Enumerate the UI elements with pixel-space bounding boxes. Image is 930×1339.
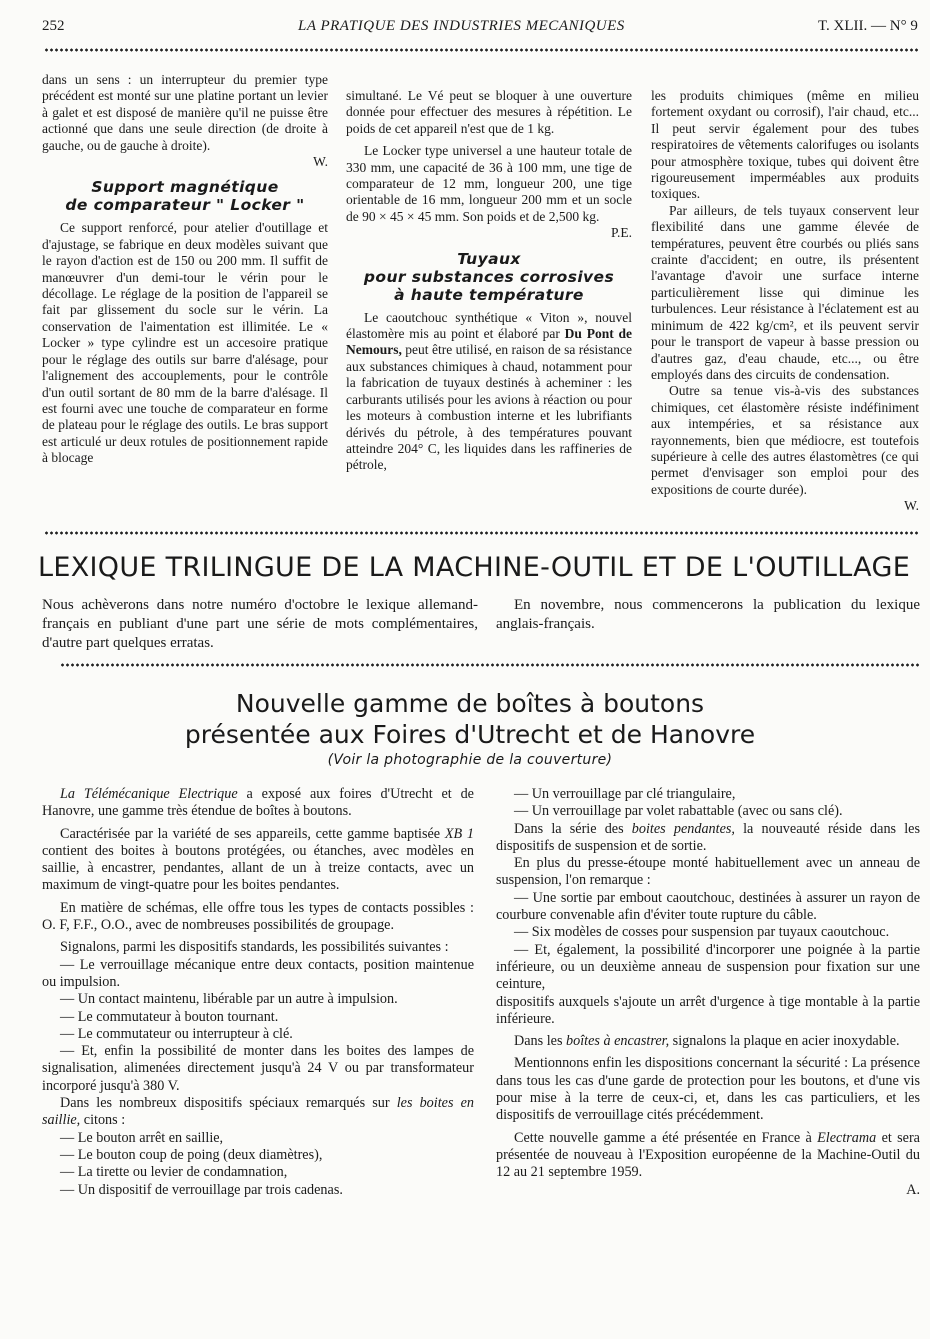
text-run: Dans les — [514, 1033, 567, 1050]
article-right-column — [496, 786, 920, 1199]
lexique-title: LEXIQUE TRILINGUE DE LA MACHINE-OUTIL ET DE L'OUTILLAGE — [38, 552, 911, 583]
page-number: 252 — [42, 18, 65, 34]
list-item: — Le bouton arrêt en saillie, — [60, 1129, 224, 1146]
text-run: peut être utilisé, en raison de sa résistance aux substances chimiques à chaud, notamment pour la fabrication de tuyaux destinés à acheminer : les carburants utilisés pour les avions à réaction ou pour les moteurs à combustion interne et les lubrifiants dérivés du pétrole, à des températures pouvant atteindre 204° C, les liquides dans les raffineries de pétrole, — [346, 342, 632, 473]
model-name: XB 1 — [444, 825, 474, 842]
heading-line: Support magnétique — [91, 178, 279, 197]
list-item: — Un contact maintenu, libérable par un autre à impulsion. — [60, 991, 398, 1008]
text-run: la nouveauté réside dans les dispositifs de suspension et de sortie. — [496, 820, 920, 854]
paragraph: Mentionnons enfin les dispositions concernant la sécurité : La présence dans tous les cas d'une garde de protection pour les boutons, et d'une vis pour mise à la terre de ceux-ci, et, dans les cas particuliers, et les dispositifs de verrouillage cités précédemment. — [496, 1055, 920, 1124]
paragraph: En matière de schémas, elle offre tous les types de contacts possibles : O. F, F.F., O.O., avec de nombreuses possibilités de groupage. — [42, 899, 474, 934]
signature: A. — [906, 1181, 920, 1198]
paragraph: les produits chimiques (même en milieu fortement oxydant ou corrosif), l'air chaud, etc... Il peut servir également pour des tubes respiratoires de vêtements calorifuges ou isolants pour atmosphère toxique, tubes qui doivent être rigoureusement imperméables aux produits toxiques. — [651, 88, 919, 202]
list-item: — Le bouton coup de poing (deux diamètres), — [60, 1146, 323, 1163]
title-line: Nouvelle gamme de boîtes à boutons — [235, 689, 705, 718]
text-run: Dans la série des — [514, 820, 632, 837]
italic-term: les boites en saillie, — [42, 1095, 474, 1129]
paragraph: simultané. Le Vé peut se bloquer à une ouverture donnée pour effectuer des mesures à répétition. Le poids de cet appareil n'est que de 1 kg. — [346, 88, 632, 136]
signature: P.E. — [610, 225, 632, 241]
paragraph: Ce support renforcé, pour atelier d'outillage et d'ajustage, se fabrique en deux modèles suivant que le rayon d'action est de 150 ou 200 mm. Il suffit de manœuvrer d'un demi-tour le vérin pour le décollage. Le réglage de la position de l'appareil se fait par glissement du socle sur le vérin. La conservation de l'aimentation est illimitée. Le « Locker » type cylindre est un accesoire pratique pour le réglage des outils sur barre d'alésage, pour l'alignement des accouplements, pour le contrôle d'un outil sortant de 80 mm de la barre d'alésage. Il est fourni avec une touche de comparateur en forme de plateau pour le réglage des outils. Le bras support est articulé ur deux rotules de positionnement rapide à blocage — [42, 220, 328, 466]
company-name: Du Pont de Nemours, — [346, 326, 632, 358]
article-title — [100, 688, 840, 750]
text-run: Caractérisée par la variété de ses appareils, cette gamme baptisée — [60, 825, 445, 842]
section-heading-locker — [42, 178, 328, 214]
heading-line: pour substances corrosives — [363, 267, 615, 286]
list-item: — Le commutateur à bouton tournant. — [60, 1008, 279, 1025]
text-run: et sera présentée de nouveau à l'Exposition européenne de la Machine-Outil du 12 au 21 septembre 1959. — [496, 1129, 920, 1181]
paragraph: Par ailleurs, de tels tuyaux conservent leur flexibilité dans une gamme élevée de températures, peuvent être courbés ou pliés sans crainte d'accident; en outre, ils présentent l'avantage d'avoir une surface interne particulièrement lisse qui diminue les turbulences. Leur résistance à l'éclatement est au minimum de 422 kg/cm², et ils peuvent servir pour le transport de vapeur à basse pression ou d'autres gaz, d'eau chaude, etc..., ou être employés dans des circuits de condensation. — [651, 202, 919, 382]
heading-line: de comparateur " Locker " — [65, 196, 305, 215]
paragraph — [42, 826, 474, 895]
text-run: Le caoutchouc synthétique « Viton », nouvel élastomère mis au point et élaboré par — [346, 309, 632, 342]
exhibition-name: Electrama — [817, 1129, 877, 1146]
lexique-right-text: En novembre, nous commencerons la publication du lexique anglais-français. — [496, 597, 920, 632]
text-run: a exposé aux foires d'Utrecht et de Hanovre, une gamme très étendue de boîtes à boutons. — [42, 786, 474, 820]
heading-line: Tuyaux — [457, 249, 521, 268]
volume-issue: T. XLII. — N° 9 — [818, 18, 918, 34]
italic-term: boîtes à encastrer, — [566, 1033, 670, 1050]
section-divider — [60, 663, 920, 667]
paragraph — [496, 821, 920, 856]
heading-line: à haute température — [394, 285, 584, 304]
title-line: présentée aux Foires d'Utrecht et de Hanovre — [184, 720, 756, 749]
list-item: — Et, enfin la possibilité de monter dans les boites des lampes de signalisation, alimenées directement jusqu'à 24 V ou par transformateur incorporé jusqu'à 380 V. — [42, 1043, 474, 1094]
header-divider — [44, 48, 920, 52]
column-3 — [651, 88, 919, 515]
text-run: signalons la plaque en acier inoxydable. — [669, 1033, 900, 1050]
paragraph — [42, 786, 474, 821]
text-run: contient des boites à boutons protégées, ou étanches, avec modèles en saillie, à encastrer, pendantes, allant de un à treize contacts, avec un maximum de vingt-quatre pour les boites pendantes. — [42, 842, 474, 894]
paragraph: Signalons, parmi les dispositifs standards, les possibilités suivantes : — [60, 939, 449, 956]
list-item: — Et, également, la possibilité d'incorporer une poignée à la partie inférieure, ou un deuxième anneau de suspension pour fixation sur une ceinture, — [496, 941, 920, 993]
column-2 — [346, 88, 632, 474]
paragraph: dans un sens : un interrupteur du premier type précédent est monté sur une platine portant un levier à galet et est disposé de manière qu'il ne puisse être actionné que dans une seule direction (de droite à gauche, ou de gauche à droite). — [42, 72, 328, 153]
paragraph — [496, 1033, 920, 1050]
list-item: — Une sortie par embout caoutchouc, destinées à assurer un rayon de courbure convenable afin d'éviter toute rupture du câble. — [496, 889, 920, 924]
paragraph: En plus du presse-étoupe monté habituellement avec un anneau de suspension, l'on remarque : — [496, 855, 920, 889]
text-run: Cette nouvelle gamme a été présentée en France à — [514, 1129, 818, 1146]
paragraph — [496, 1130, 920, 1182]
signature: W. — [313, 154, 328, 170]
article-left-column — [42, 786, 474, 1199]
section-divider — [44, 531, 920, 535]
list-item: — Un verrouillage par clé triangulaire, — [514, 786, 736, 802]
list-item: — Le commutateur ou interrupteur à clé. — [60, 1025, 293, 1042]
list-item: — Un dispositif de verrouillage par trois cadenas. — [60, 1181, 343, 1198]
list-item: — Six modèles de cosses pour suspension par tuyaux caoutchouc. — [514, 924, 890, 941]
list-item: — La tirette ou levier de condamnation, — [60, 1164, 288, 1181]
text-run: Dans les nombreux dispositifs spéciaux remarqués sur — [60, 1095, 397, 1112]
text-run: citons : — [80, 1112, 126, 1129]
company-name: La Télémécanique Electrique — [60, 786, 238, 802]
paragraph: dispositifs auxquels s'ajoute un arrêt d'urgence à tige montable à la partie inférieure. — [496, 993, 920, 1027]
paragraph — [346, 310, 632, 474]
journal-title: LA PRATIQUE DES INDUSTRIES MECANIQUES — [298, 18, 625, 34]
list-item: — Un verrouillage par volet rabattable (avec ou sans clé). — [514, 803, 843, 820]
signature: W. — [904, 498, 919, 514]
paragraph: Outre sa tenue vis-à-vis des substances chimiques, cet élastomère résiste indéfiniment aux intempéries, et sa résistance aux rayonnements, bien que médiocre, est toutefois supérieure à celle des autres élastomètres (ce qui permet d'envisager son emploi pour des expositions de courte durée). — [651, 383, 919, 497]
list-item: — Le verrouillage mécanique entre deux contacts, position maintenue ou impulsion. — [42, 956, 474, 990]
italic-term: boites pendantes, — [631, 820, 735, 837]
page-header — [0, 16, 930, 46]
paragraph — [42, 1095, 474, 1130]
lexique-left-text: Nous achèverons dans notre numéro d'octobre le lexique allemand-français en publiant d'une part une série de mots complémentaires, d'autre part quelques erratas. — [42, 597, 478, 651]
column-1 — [42, 72, 328, 467]
article-subtitle: (Voir la photographie de la couverture) — [327, 752, 613, 768]
paragraph: Le Locker type universel a une hauteur totale de 330 mm, une capacité de 36 à 100 mm, une tige de comparateur de 12 mm, longueur 200, une tige orientable de 16 mm, longueur 200 mm et un socle de 90 × 45 × 45 mm. Son poids et de 2,500 kg. — [346, 143, 632, 224]
section-heading-tuyaux — [346, 250, 632, 304]
